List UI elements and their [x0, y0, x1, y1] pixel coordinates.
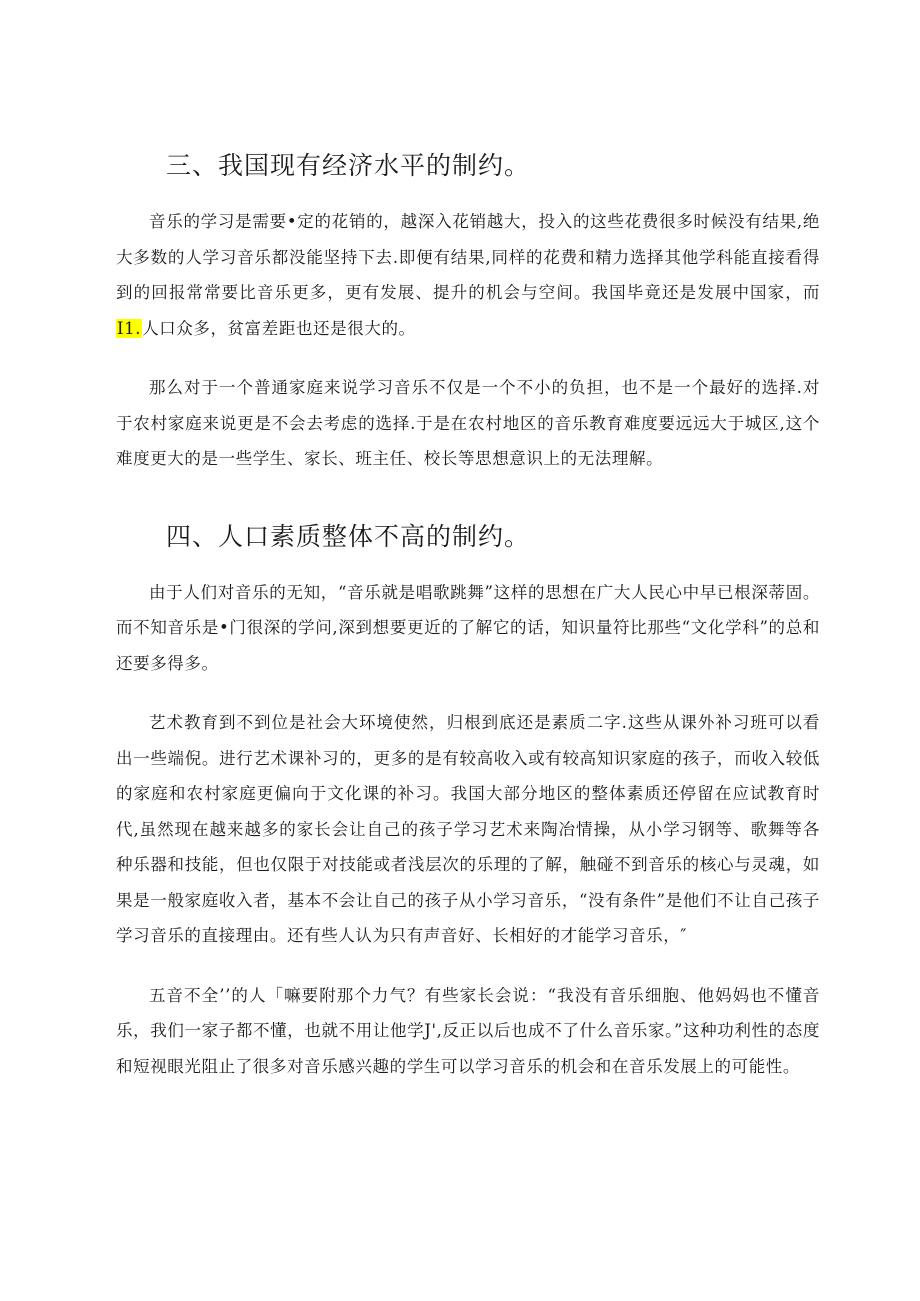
paragraph-quality-2: 艺术教育到不到位是社会大环境使然，归根到底还是素质二字.这些从课外补习班可以看出一些端倪。进行艺术课补习的，更多的是有较高收入或有较高知识家庭的孩子，而收入较低的家庭和农村家庭更偏向于文化课的补习。我国大部分地区的整体素质还停留在应试教育时代,虽然现在越来越多的家长会让自己的孩子学习艺术来陶冶情操，从小学习钢等、歌舞等各种乐器和技能，但也仅限于对技能或者浅层次的乐理的了解，触碰不到音乐的核心与灵魂，如果是一般家庭收入者，基本不会让自己的孩子从小学习音乐，“没有条件”是他们不让自己孩子学习音乐的直接理由。还有些人认为只有声音好、长相好的才能学习音乐，″: [116, 713, 820, 945]
section-heading-3: 三、我国现有经济水平的制约。: [166, 151, 531, 180]
section-spacer: [116, 501, 820, 521]
paragraph-text: 人口众多，贫富差距也还是很大的。: [142, 318, 416, 338]
paragraph-text: 音乐的学习是需要•定的花销的，越深入花销越大，投入的这些花费很多时候没有结果,绝大多数的人学习音乐都没能坚持下去.即便有结果,同样的花费和精力选择其他学科能直接看得到的回报常常要比音乐更多，更有发展、提升的机会与空间。我国毕竟还是发展中国家，而: [116, 212, 820, 302]
paragraph-quality-1: 由于人们对音乐的无知，“音乐就是唱歌跳舞”这样的思想在广大人民心中早已根深蒂固。而不知音乐是•门很深的学问,深到想要更近的了解它的话，知识量符比那些“文化学科”的总和还要多得多。: [116, 582, 820, 673]
paragraph-quality-3: 五音不全’’的人「嘛要附那个力气？有些家长会说：“我没有音乐细胞、他妈妈也不懂音乐，我们一家子都不懂，也就不用让他学J',反正以后也成不了什么音乐家。”这种功利性的态度和短视眼光阻止了很多对音乐感兴趣的学生可以学习音乐的机会和在音乐发展上的可能性。: [116, 985, 820, 1076]
paragraph-economy-2: 那么对于一个普通家庭来说学习音乐不仅是一个不小的负担，也不是一个最好的选择.对于农村家庭来说更是不会去考虑的选择.于是在农村地区的音乐教育难度要远远大于城区,这个难度更大的是一些学生、家长、班主任、校长等思想意识上的无法理解。: [116, 378, 820, 468]
paragraph-economy-1: [116, 204, 820, 346]
highlighted-text: I1.: [117, 318, 142, 338]
section-heading-4: 四、人口素质整体不高的制约。: [166, 521, 531, 551]
